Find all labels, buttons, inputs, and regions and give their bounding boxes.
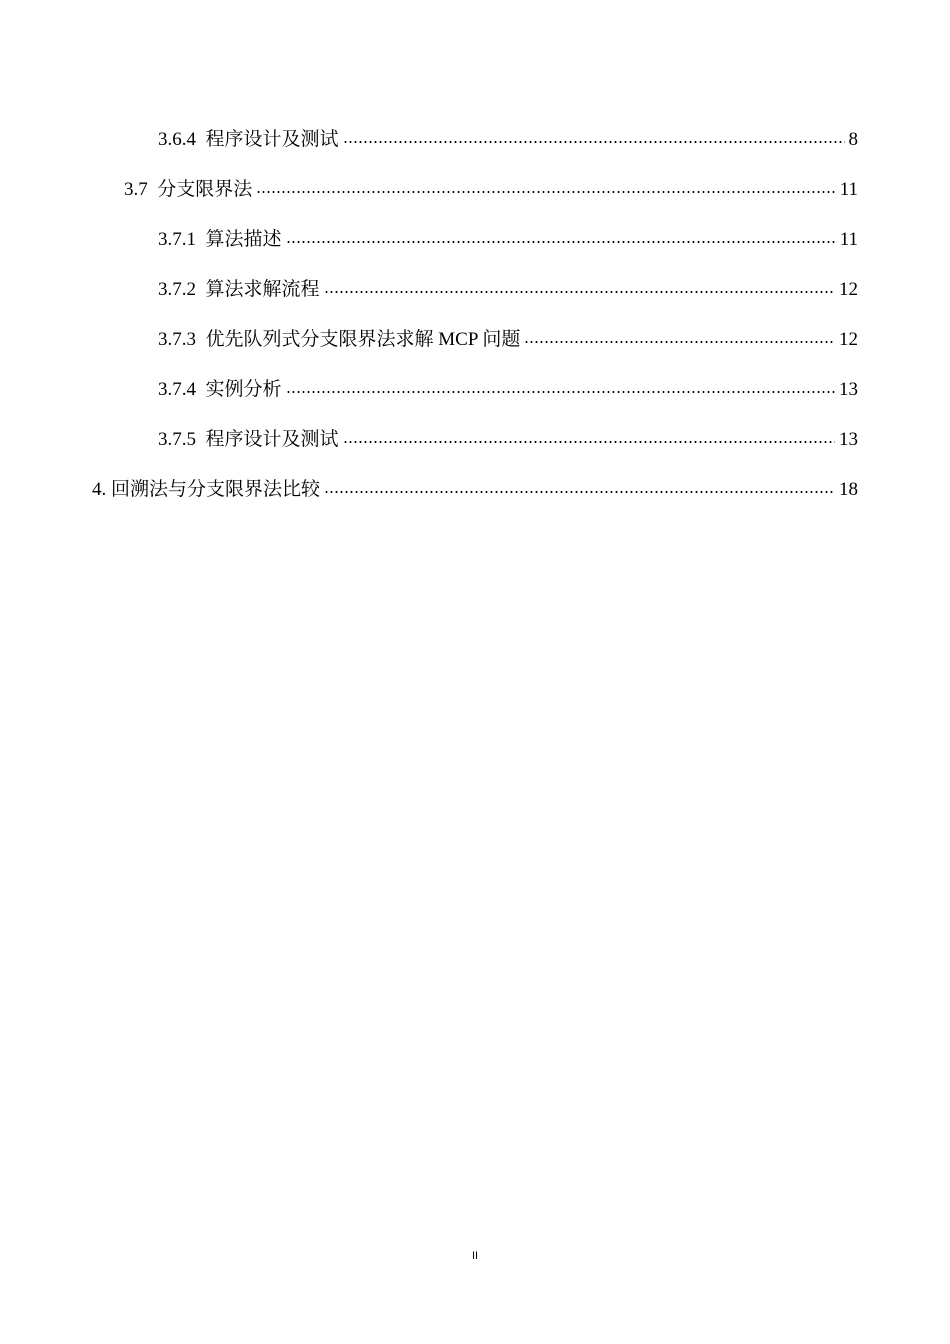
toc-entry-page: 18 bbox=[839, 479, 858, 500]
toc-entry[interactable] bbox=[158, 366, 858, 402]
toc-entry-number: 3.7 bbox=[124, 179, 148, 200]
toc-entry[interactable] bbox=[158, 416, 858, 452]
toc-entry[interactable] bbox=[124, 166, 858, 202]
toc-entry-title: 分支限界法 bbox=[157, 179, 253, 200]
toc-entry[interactable] bbox=[158, 266, 858, 302]
toc-entry-number: 3.7.5 bbox=[158, 429, 196, 450]
toc-leader-dots bbox=[286, 237, 836, 247]
toc-entry-title: 程序设计及测试 bbox=[205, 429, 339, 450]
toc-entry-title: 程序设计及测试 bbox=[205, 129, 339, 150]
toc-entry-number: 4. bbox=[92, 479, 107, 500]
toc-entry[interactable] bbox=[158, 216, 858, 252]
toc-leader-dots bbox=[256, 187, 835, 197]
toc-entry[interactable] bbox=[158, 116, 858, 152]
toc-entry-title: 实例分析 bbox=[205, 379, 282, 400]
toc-leader-dots bbox=[343, 437, 835, 447]
toc-leader-dots bbox=[286, 387, 835, 397]
toc-entry-number: 3.7.4 bbox=[158, 379, 196, 400]
toc-entry-number: 3.7.3 bbox=[158, 329, 196, 350]
toc-entry[interactable] bbox=[92, 466, 858, 502]
toc-entry-page: 11 bbox=[839, 179, 858, 200]
page-number: II bbox=[471, 1250, 479, 1262]
toc-entry-title: 优先队列式分支限界法求解 MCP 问题 bbox=[205, 329, 521, 350]
toc-entry-number: 3.7.2 bbox=[158, 279, 196, 300]
toc-leader-dots bbox=[324, 487, 835, 497]
toc-entry-page: 13 bbox=[839, 379, 858, 400]
toc-entry-title: 算法描述 bbox=[205, 229, 282, 250]
toc-entry[interactable] bbox=[158, 316, 858, 352]
toc-entry-page: 8 bbox=[848, 129, 858, 150]
toc-entry-number: 3.6.4 bbox=[158, 129, 196, 150]
toc-entry-page: 12 bbox=[839, 279, 858, 300]
toc-leader-dots bbox=[343, 137, 845, 147]
toc-entry-page: 12 bbox=[839, 329, 858, 350]
toc-entry-number: 3.7.1 bbox=[158, 229, 196, 250]
toc-entry-title: 算法求解流程 bbox=[205, 279, 320, 300]
toc-entry-page: 11 bbox=[839, 229, 858, 250]
toc-leader-dots bbox=[324, 287, 835, 297]
toc-leader-dots bbox=[524, 337, 835, 347]
toc-entry-page: 13 bbox=[839, 429, 858, 450]
toc-entry-title: 回溯法与分支限界法比较 bbox=[111, 479, 321, 500]
